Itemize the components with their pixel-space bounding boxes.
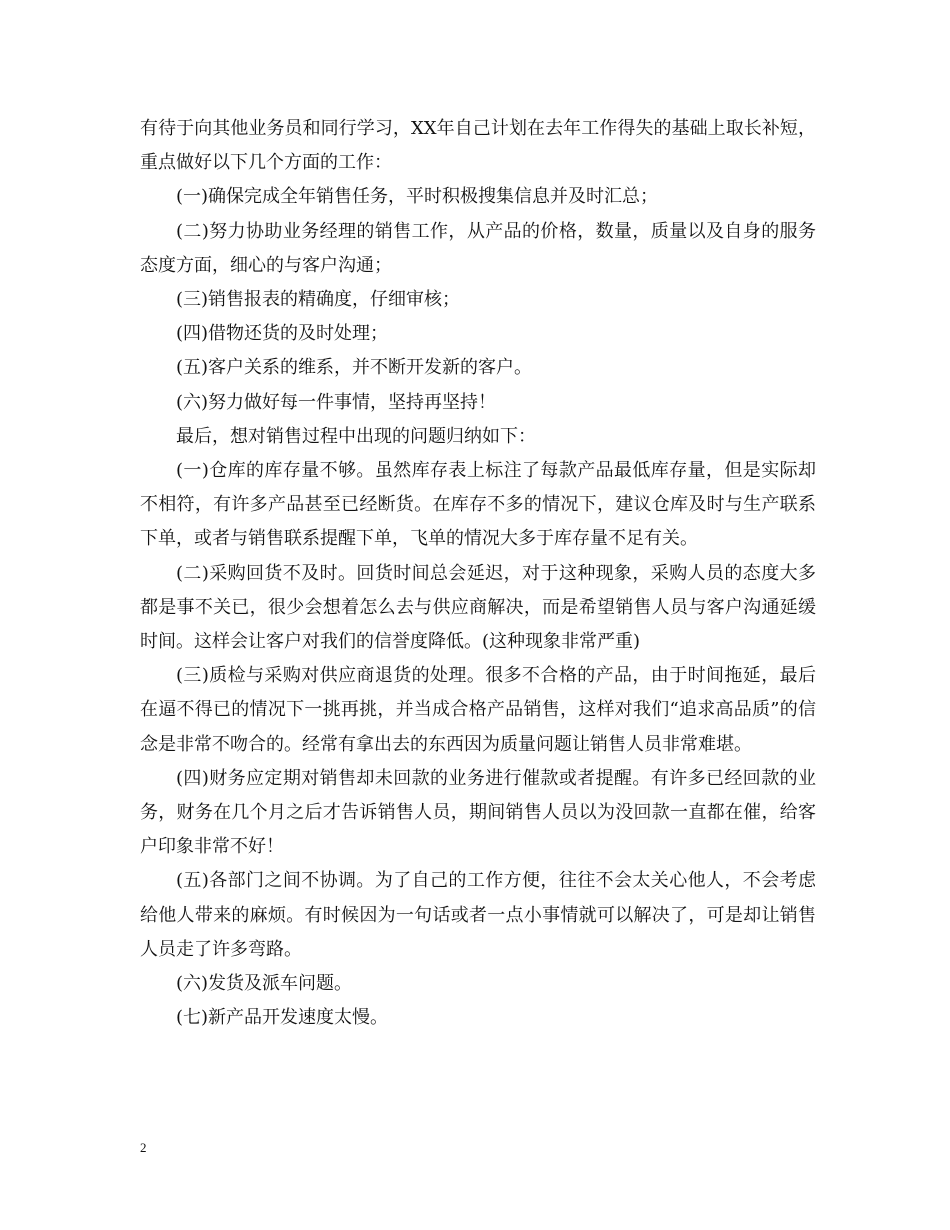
paragraph-9: (一)仓库的库存量不够。虽然库存表上标注了每款产品最低库存量，但是实际却不相符，有许多产品甚至已经断货。在库存不多的情况下，建议仓库及时与生产联系下单，或者与销售联系提醒下单，飞单的情况大多于库存量不足有关。	[140, 460, 816, 550]
paragraph-6: (五)客户关系的维系，并不断开发新的客户。	[176, 357, 533, 379]
paragraph-12: (四)财务应定期对销售却未回款的业务进行催款或者提醒。有许多已经回款的业务，财务在几个月之后才告诉销售人员，期间销售人员以为没回款一直都在催，给客户印象非常不好！	[140, 767, 816, 858]
paragraph-4: (三)销售报表的精确度，仔细审核；	[176, 289, 461, 311]
paragraph-7: (六)努力做好每一件事情，坚持再坚持！	[176, 391, 497, 413]
page-number: 2	[140, 1140, 147, 1155]
paragraph-15: (七)新产品开发速度太慢。	[176, 1007, 389, 1029]
paragraph-11: (三)质检与采购对供应商退货的处理。很多不合格的产品，由于时间拖延，最后在逼不得已的情况下一挑再挑，并当成合格产品销售，这样对我们“追求高品质”的信念是非常不吻合的。经常有拿出去的东西因为质量问题让销售人员非常难堪。	[140, 665, 816, 755]
paragraph-8: 最后，想对销售过程中出现的问题归纳如下：	[176, 425, 536, 447]
document-body	[140, 112, 816, 1035]
paragraph-3: (二)努力协助业务经理的销售工作，从产品的价格，数量，质量以及自身的服务态度方面，细心的与客户沟通；	[140, 220, 816, 276]
paragraph-10: (二)采购回货不及时。回货时间总会延迟，对于这种现象，采购人员的态度大多都是事不关已，很少会想着怎么去与供应商解决，而是希望销售人员与客户沟通延缓时间。这样会让客户对我们的信誉度降低。(这种现象非常严重)	[140, 562, 816, 653]
paragraph-13: (五)各部门之间不协调。为了自己的工作方便，往往不会太关心他人，不会考虑给他人带来的麻烦。有时候因为一句话或者一点小事情就可以解决了，可是却让销售人员走了许多弯路。	[140, 870, 816, 960]
paragraph-1: 有待于向其他业务员和同行学习，XX年自己计划在去年工作得失的基础上取长补短，重点做好以下几个方面的工作：	[140, 118, 816, 174]
paragraph-2: (一)确保完成全年销售任务，平时积极搜集信息并及时汇总；	[176, 186, 659, 208]
paragraph-5: (四)借物还货的及时处理；	[176, 323, 389, 345]
paragraph-14: (六)发货及派车问题。	[176, 973, 353, 995]
